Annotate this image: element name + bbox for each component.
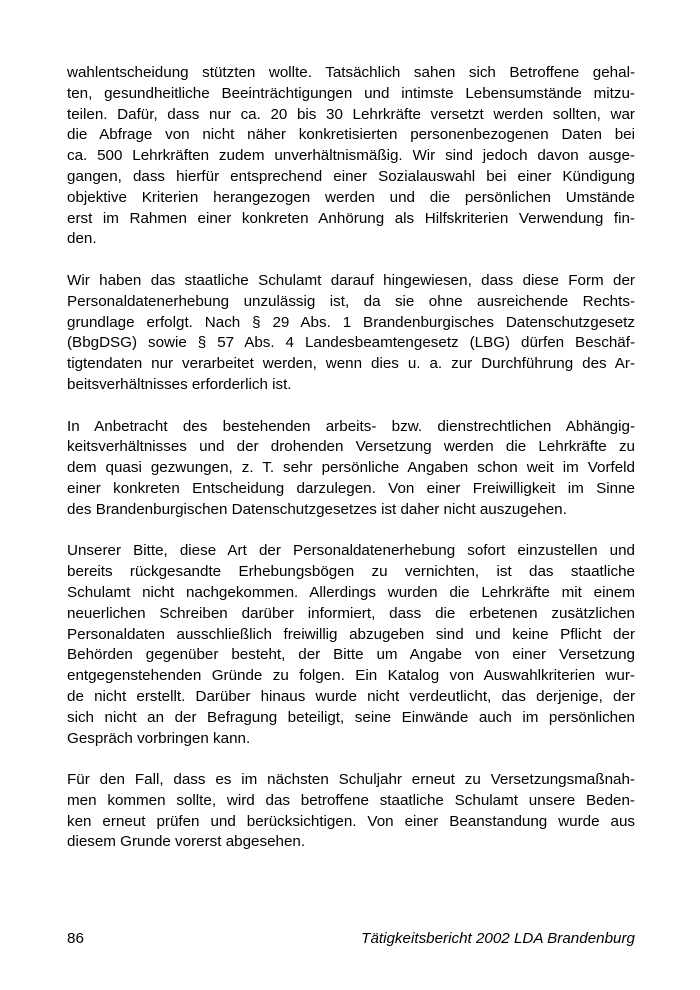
text-line: Personaldaten ausschließlich freiwillig abzugeben sind und keine Pflicht der <box>67 625 635 643</box>
text-line: beitsverhältnisses erforderlich ist. <box>67 375 292 393</box>
text-line: neuerlichen Schreiben darüber informiert, dass die erbetenen zusätzlichen <box>67 604 635 622</box>
text-line: ten, gesundheitliche Beeinträchtigungen und intimste Lebensumstände mitzu- <box>67 84 635 102</box>
text-line: des Brandenburgischen Datenschutzgesetzes ist daher nicht auszugehen. <box>67 500 567 518</box>
text-line: Unserer Bitte, diese Art der Personaldatenerhebung sofort einzustellen und <box>67 542 635 560</box>
text-line: de nicht erstellt. Darüber hinaus wurde nicht verdeutlicht, das derjenige, der <box>67 687 635 705</box>
text-line: den. <box>67 230 97 248</box>
page-footer <box>67 928 635 950</box>
text-line: sich nicht an der Befragung beteiligt, seine Einwände auch im persönlichen <box>67 708 635 726</box>
paragraph-5 <box>67 770 635 853</box>
text-line: tigtendaten nur verarbeitet werden, wenn dies u. a. zur Durchführung des Ar- <box>67 355 635 373</box>
text-line: bereits rückgesandte Erhebungsbögen zu vernichten, ist das staatliche <box>67 563 635 581</box>
text-line: erst im Rahmen einer konkreten Anhörung als Hilfskriterien Verwendung fin- <box>67 209 635 227</box>
text-line: keitsverhältnisses und der drohenden Versetzung werden die Lehrkräfte zu <box>67 438 635 456</box>
paragraph-3 <box>67 417 635 521</box>
page-body <box>67 63 635 853</box>
text-line: grundlage erfolgt. Nach § 29 Abs. 1 Brandenburgisches Datenschutzgesetz <box>67 313 635 331</box>
text-line: gangen, dass hierfür entsprechend einer Sozialauswahl bei einer Kündigung <box>67 167 635 185</box>
text-line: men kommen sollte, wird das betroffene staatliche Schulamt unsere Beden- <box>67 791 635 809</box>
text-line: die Abfrage von nicht näher konkretisierten personenbezogenen Daten bei <box>67 126 635 144</box>
paragraph-4 <box>67 541 635 749</box>
text-line: diesem Grunde vorerst abgesehen. <box>67 833 306 851</box>
report-title: Tätigkeitsbericht 2002 LDA Brandenburg <box>361 930 635 947</box>
text-line: Behörden gegenüber besteht, der Bitte um Angabe von einer Versetzung <box>67 646 635 664</box>
text-line: (BbgDSG) sowie § 57 Abs. 4 Landesbeamtengesetz (LBG) dürfen Beschäf- <box>67 334 635 352</box>
text-line: Wir haben das staatliche Schulamt darauf hingewiesen, dass diese Form der <box>67 271 635 289</box>
page-number: 86 <box>67 930 84 947</box>
text-line: einer konkreten Entscheidung darzulegen. Von einer Freiwilligkeit im Sinne <box>67 479 635 497</box>
paragraph-2 <box>67 271 635 396</box>
paragraph-1 <box>67 63 635 250</box>
text-line: ken erneut prüfen und berücksichtigen. Von einer Beanstandung wurde aus <box>67 812 635 830</box>
text-line: ca. 500 Lehrkräften zudem unverhältnismäßig. Wir sind jedoch davon ausge- <box>67 147 635 165</box>
text-line: dem quasi gezwungen, z. T. sehr persönliche Angaben schon weit im Vorfeld <box>67 459 635 477</box>
text-line: Gespräch vorbringen kann. <box>67 729 251 747</box>
text-line: wahlentscheidung stützten wollte. Tatsächlich sahen sich Betroffene gehal- <box>67 64 635 81</box>
text-line: teilen. Dafür, dass nur ca. 20 bis 30 Lehrkräfte versetzt werden sollten, war <box>67 105 635 123</box>
text-line: Personaldatenerhebung unzulässig ist, da sie ohne ausreichende Rechts- <box>67 292 635 310</box>
text-line: Schulamt nicht nachgekommen. Allerdings wurden die Lehrkräfte mit einem <box>67 583 635 601</box>
text-line: entgegenstehenden Gründe zu folgen. Ein Katalog von Auswahlkriterien wur- <box>67 667 635 685</box>
text-line: In Anbetracht des bestehenden arbeits- bzw. dienstrechtlichen Abhängig- <box>67 417 635 435</box>
text-line: objektive Kriterien herangezogen werden und die persönlichen Umstände <box>67 188 635 206</box>
text-line: Für den Fall, dass es im nächsten Schuljahr erneut zu Versetzungsmaßnah- <box>67 771 635 789</box>
